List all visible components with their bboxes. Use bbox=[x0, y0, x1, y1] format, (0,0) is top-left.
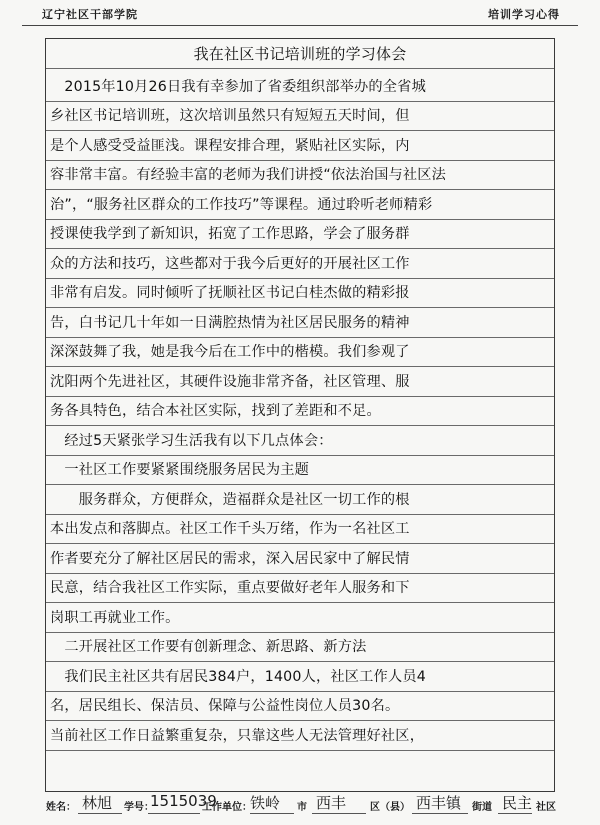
city-label: 市 bbox=[297, 802, 307, 813]
essay-row bbox=[46, 632, 554, 662]
essay-title-row bbox=[46, 39, 554, 69]
community-underline bbox=[498, 813, 532, 814]
page-footer bbox=[0, 792, 600, 820]
essay-line: 授课使我学到了新知识，拓宽了工作思路，学会了服务群 bbox=[50, 226, 410, 242]
essay-line: 众的方法和技巧，这些都对于我今后更好的开展社区工作 bbox=[50, 255, 410, 272]
essay-line: 服务群众，方便群众，造福群众是社区一切工作的根 bbox=[50, 491, 410, 508]
essay-line: 沈阳两个先进社区，其硬件设施非常齐备，社区管理、服 bbox=[50, 373, 410, 390]
essay-line: 非常有启发。同时倾听了抚顺社区书记白桂杰做的精彩报 bbox=[50, 285, 410, 301]
street-underline bbox=[412, 813, 468, 814]
unit-label: 工作单位： bbox=[202, 802, 252, 813]
essay-row bbox=[46, 160, 554, 190]
page-header bbox=[0, 6, 600, 22]
essay-line: 经过5天紧张学习生活我有以下几点体会： bbox=[50, 432, 333, 449]
essay-row bbox=[46, 544, 554, 574]
district-label: 区（县） bbox=[370, 802, 410, 813]
essay-line: 治”，“服务社区群众的工作技巧”等课程。通过聆听老师精彩 bbox=[50, 196, 433, 213]
essay-line: 民意，结合我社区工作实际，重点要做好老年人服务和下 bbox=[50, 580, 410, 596]
essay-row bbox=[46, 396, 554, 426]
name-label: 姓名： bbox=[46, 802, 76, 813]
essay-title: 我在社区书记培训班的学习体会 bbox=[193, 45, 407, 63]
essay-row bbox=[46, 101, 554, 131]
essay-line: 当前社区工作日益繁重复杂，只靠这些人无法管理好社区， bbox=[50, 727, 425, 744]
essay-row bbox=[46, 603, 554, 633]
essay-line: 务各具特色，结合本社区实际，找到了差距和不足。 bbox=[50, 403, 381, 419]
essay-row bbox=[46, 367, 554, 397]
essay-row bbox=[46, 131, 554, 161]
essay-row bbox=[46, 485, 554, 515]
essay-line: 容非常丰富。有经验丰富的老师为我们讲授“依法治国与社区法 bbox=[50, 167, 447, 183]
name-value: 林旭 bbox=[82, 794, 113, 812]
essay-row bbox=[46, 721, 554, 751]
essay-line: 二开展社区工作要有创新理念、新思路、新方法 bbox=[50, 639, 367, 655]
essay-row bbox=[46, 219, 554, 249]
city-underline bbox=[250, 813, 294, 814]
header-school-name: 辽宁社区干部学院 bbox=[42, 8, 138, 21]
header-doc-type: 培训学习心得 bbox=[488, 8, 560, 21]
essay-line: 深深鼓舞了我，她是我今后在工作中的楷模。我们参观了 bbox=[50, 344, 410, 360]
essay-line: 乡社区书记培训班，这次培训虽然只有短短五天时间，但 bbox=[50, 108, 410, 124]
district-underline bbox=[312, 813, 366, 814]
essay-line: 我们民主社区共有居民384户，1400人，社区工作人员4 bbox=[50, 668, 426, 685]
essay-line: 岗职工再就业工作。 bbox=[50, 609, 180, 626]
essay-row bbox=[46, 278, 554, 308]
district-value: 西丰 bbox=[316, 794, 347, 812]
essay-row bbox=[46, 514, 554, 544]
essay-line: 2015年10月26日我有幸参加了省委组织部举办的全省城 bbox=[50, 78, 426, 95]
community-value: 民主 bbox=[502, 794, 533, 812]
essay-row bbox=[46, 249, 554, 279]
essay-row bbox=[46, 662, 554, 692]
essay-row bbox=[46, 337, 554, 367]
street-label: 街道 bbox=[472, 802, 492, 813]
essay-row bbox=[46, 72, 554, 102]
student-id-value: 1515039 bbox=[150, 792, 217, 810]
essay-row bbox=[46, 455, 554, 485]
header-rule bbox=[22, 25, 578, 26]
essay-line: 一社区工作要紧紧围绕服务居民为主题 bbox=[50, 462, 309, 478]
student-id-label: 学号： bbox=[124, 802, 154, 813]
essay-row bbox=[46, 308, 554, 338]
essay-line: 告，白书记几十年如一日满腔热情为社区居民服务的精神 bbox=[50, 314, 410, 331]
essay-row bbox=[46, 426, 554, 456]
essay-row bbox=[46, 691, 554, 721]
writing-grid bbox=[45, 38, 555, 792]
name-underline bbox=[78, 813, 122, 814]
essay-line: 本出发点和落脚点。社区工作千头万绪，作为一名社区工 bbox=[50, 521, 410, 537]
community-label: 社区 bbox=[536, 802, 556, 813]
essay-row bbox=[46, 573, 554, 603]
city-value: 铁岭 bbox=[250, 794, 281, 812]
essay-line: 名，居民组长、保洁员、保障与公益性岗位人员30名。 bbox=[50, 698, 400, 714]
essay-line: 作者要充分了解社区居民的需求，深入居民家中了解民情 bbox=[50, 550, 410, 567]
essay-row bbox=[46, 190, 554, 220]
essay-line: 是个人感受受益匪浅。课程安排合理，紧贴社区实际，内 bbox=[50, 137, 410, 154]
street-value: 西丰镇 bbox=[416, 794, 462, 812]
student-id-underline bbox=[148, 813, 200, 814]
